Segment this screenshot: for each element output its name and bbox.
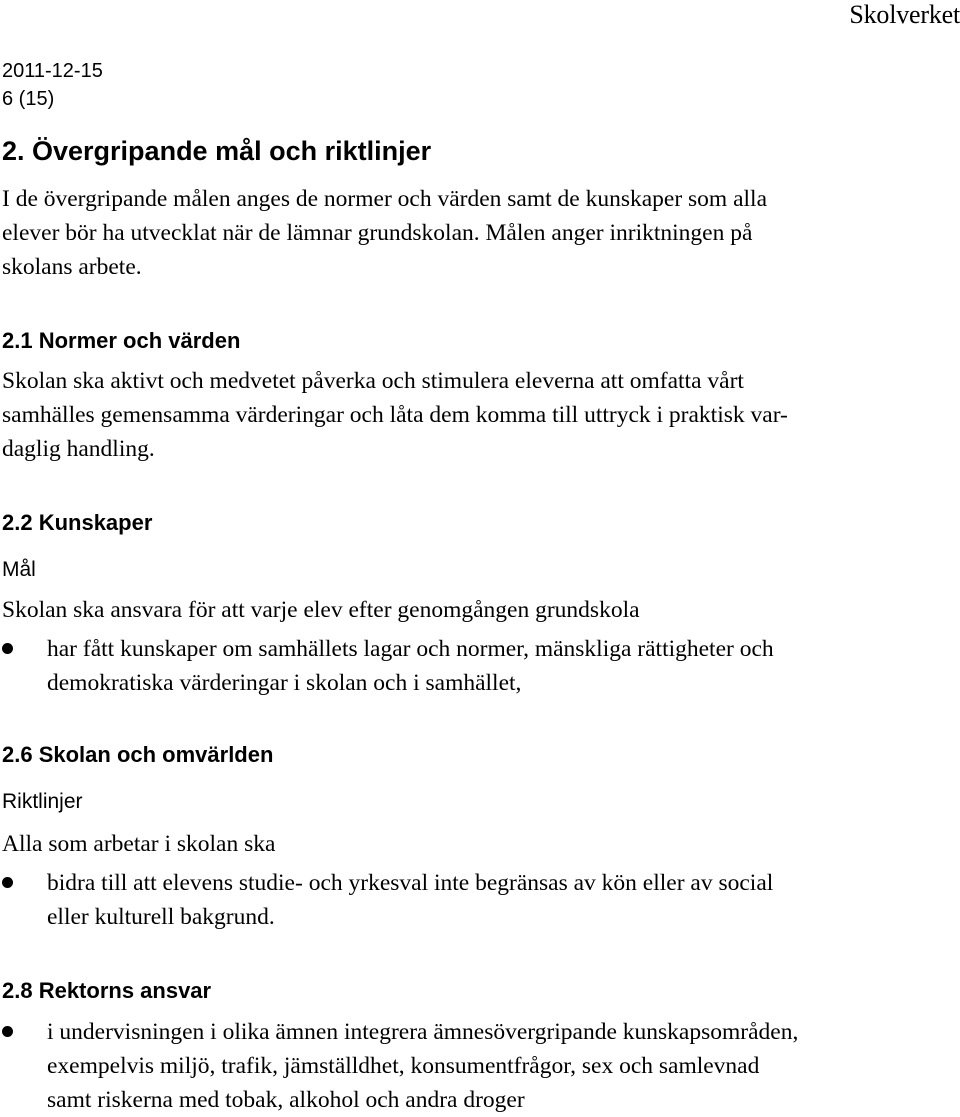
- section-heading-2-1: 2.1 Normer och värden: [2, 328, 241, 353]
- bullet-line: samt riskerna med tobak, alkohol och andra droger: [47, 1087, 525, 1113]
- bullet-line: bidra till att elevens studie- och yrkesval inte begränsas av kön eller av social: [47, 870, 774, 896]
- bullet-line: demokratiska värderingar i skolan och i samhället,: [47, 670, 522, 696]
- bullet-dot-icon: [2, 877, 13, 888]
- paragraph-line: Skolan ska ansvara för att varje elev efter genomgången grundskola: [2, 597, 640, 623]
- section-2-6-lead: [2, 827, 960, 861]
- paragraph-line: skolans arbete.: [2, 254, 142, 280]
- section-2-1-text: [2, 364, 960, 466]
- bullet-text: [47, 1015, 798, 1117]
- paragraph-line: samhälles gemensamma värderingar och låta dem komma till uttryck i praktisk var-: [2, 402, 788, 428]
- section-2-2-lead: [2, 593, 960, 627]
- section-heading-2-2: 2.2 Kunskaper: [2, 510, 153, 535]
- section-2-intro: [2, 182, 960, 284]
- bullet-line: exempelvis miljö, trafik, jämställdhet, konsumentfrågor, sex och samlevnad: [47, 1053, 760, 1079]
- page-number: 6 (15): [2, 88, 55, 110]
- bullet-dot-icon: [2, 643, 13, 654]
- document-date: 2011-12-15: [2, 60, 103, 82]
- subheading-riktlinjer: Riktlinjer: [2, 790, 83, 813]
- section-heading-2-8: 2.8 Rektorns ansvar: [2, 978, 212, 1003]
- bullet-line: har fått kunskaper om samhällets lagar och normer, mänskliga rättigheter och: [47, 636, 774, 662]
- paragraph-line: Skolan ska aktivt och medvetet påverka och stimulera eleverna att omfatta vårt: [2, 368, 744, 394]
- bullet-line: eller kulturell bakgrund.: [47, 904, 275, 930]
- paragraph-line: Alla som arbetar i skolan ska: [2, 831, 276, 857]
- paragraph-line: daglig handling.: [2, 436, 155, 462]
- bullet-text: [47, 632, 774, 700]
- paragraph-line: I de övergripande målen anges de normer och värden samt de kunskaper som alla: [2, 186, 768, 212]
- section-heading-2: 2. Övergripande mål och riktlinjer: [2, 136, 432, 166]
- bullet-item: [2, 632, 960, 702]
- bullet-dot-icon: [2, 1026, 13, 1037]
- bullet-item: [2, 1015, 960, 1117]
- bullet-text: [47, 866, 773, 934]
- section-heading-2-6: 2.6 Skolan och omvärlden: [2, 742, 274, 767]
- subheading-mal: Mål: [2, 558, 36, 581]
- bullet-item: [2, 866, 960, 936]
- bullet-line: i undervisningen i olika ämnen integrera ämnesövergripande kunskapsområden,: [47, 1019, 799, 1045]
- organization-name: Skolverket: [849, 0, 960, 29]
- paragraph-line: elever bör ha utvecklat när de lämnar grundskolan. Målen anger inriktningen på: [2, 220, 753, 246]
